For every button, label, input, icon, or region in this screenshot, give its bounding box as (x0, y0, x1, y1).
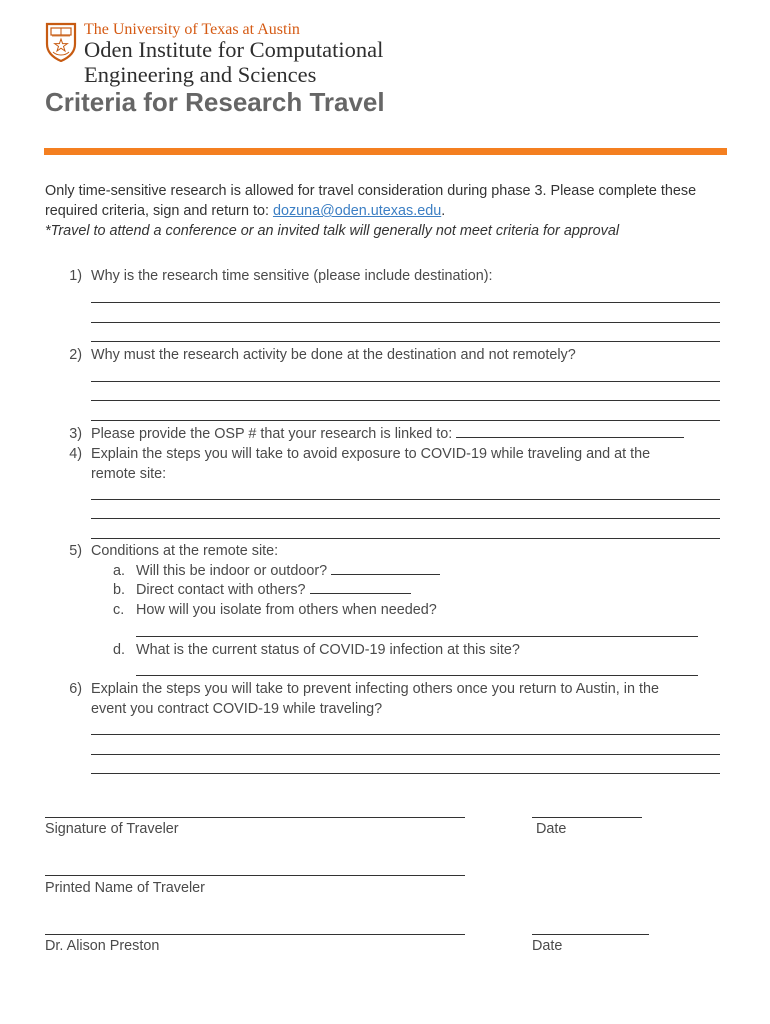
answer-line[interactable] (91, 754, 720, 755)
answer-line[interactable] (91, 773, 720, 774)
intro-text: Only time-sensitive research is allowed for travel consideration during phase 3. Please complete these required criteria, sign and return to: (45, 183, 697, 219)
page-title: Criteria for Research Travel (45, 87, 385, 117)
question-number: 5) (69, 543, 82, 559)
intro-paragraph (45, 181, 725, 241)
ut-shield-logo (45, 22, 77, 62)
subitem-letter: b. (113, 582, 126, 598)
date-line[interactable] (532, 817, 642, 818)
printed-name-label: Printed Name of Traveler (45, 880, 205, 896)
answer-line[interactable] (91, 518, 720, 519)
institute-name-line2: Engineering and Sciences (84, 62, 317, 87)
answer-line[interactable] (136, 636, 698, 637)
direct-contact-field[interactable] (310, 580, 411, 594)
intro-note: *Travel to attend a conference or an invited talk will generally not meet criteria for approval (45, 223, 620, 239)
subitem-letter: a. (113, 563, 126, 579)
question-3-row (91, 424, 684, 444)
question-6-text (91, 679, 659, 719)
subitem-letter: d. (113, 642, 126, 658)
email-link[interactable]: dozuna@oden.utexas.edu (272, 203, 442, 219)
question-number: 4) (69, 446, 82, 462)
answer-line[interactable] (91, 381, 720, 382)
question-number: 6) (69, 681, 82, 697)
subitem-d-text: What is the current status of COVID-19 infection at this site? (136, 642, 520, 658)
osp-number-field[interactable] (456, 424, 684, 438)
question-5-text: Conditions at the remote site: (91, 543, 279, 559)
question-3-text: Please provide the OSP # that your research is linked to: (91, 426, 453, 442)
approver-signature-line[interactable] (45, 934, 465, 935)
answer-line[interactable] (136, 675, 698, 676)
question-1-text: Why is the research time sensitive (please include destination): (91, 268, 493, 284)
subitem-a-text: Will this be indoor or outdoor? (136, 563, 328, 579)
institute-name-line1: Oden Institute for Computational (84, 37, 384, 62)
answer-line[interactable] (91, 322, 720, 323)
approver-date-line[interactable] (532, 934, 649, 935)
date-label: Date (532, 938, 563, 954)
approver-label: Dr. Alison Preston (45, 938, 160, 954)
question-4-text-line2: remote site: (91, 466, 167, 482)
question-number: 3) (69, 426, 82, 442)
question-number: 1) (69, 268, 82, 284)
answer-line[interactable] (91, 420, 720, 421)
signature-line[interactable] (45, 817, 465, 818)
question-2-text: Why must the research activity be done at the destination and not remotely? (91, 347, 576, 363)
answer-line[interactable] (91, 400, 720, 401)
subitem-c-text: How will you isolate from others when needed? (136, 602, 437, 618)
subitem-b-row (136, 580, 411, 600)
answer-line[interactable] (91, 499, 720, 500)
signature-label: Signature of Traveler (45, 821, 179, 837)
orange-divider (44, 148, 727, 155)
date-label: Date (536, 821, 567, 837)
institute-name (84, 37, 383, 87)
subitem-a-row (136, 561, 440, 581)
printed-name-line[interactable] (45, 875, 465, 876)
question-4-text (91, 444, 650, 484)
university-name: The University of Texas at Austin (84, 21, 300, 38)
question-number: 2) (69, 347, 82, 363)
indoor-outdoor-field[interactable] (331, 561, 440, 575)
answer-line[interactable] (91, 302, 720, 303)
question-6-text-line2: event you contract COVID-19 while traveling? (91, 701, 383, 717)
answer-line[interactable] (91, 538, 720, 539)
answer-line[interactable] (91, 341, 720, 342)
question-4-text-line1: Explain the steps you will take to avoid exposure to COVID-19 while traveling and at the (91, 446, 651, 462)
question-6-text-line1: Explain the steps you will take to prevent infecting others once you return to Austin, in the (91, 681, 659, 697)
answer-line[interactable] (91, 734, 720, 735)
subitem-letter: c. (113, 602, 125, 618)
subitem-b-text: Direct contact with others? (136, 582, 306, 598)
intro-text-end: . (441, 203, 446, 219)
